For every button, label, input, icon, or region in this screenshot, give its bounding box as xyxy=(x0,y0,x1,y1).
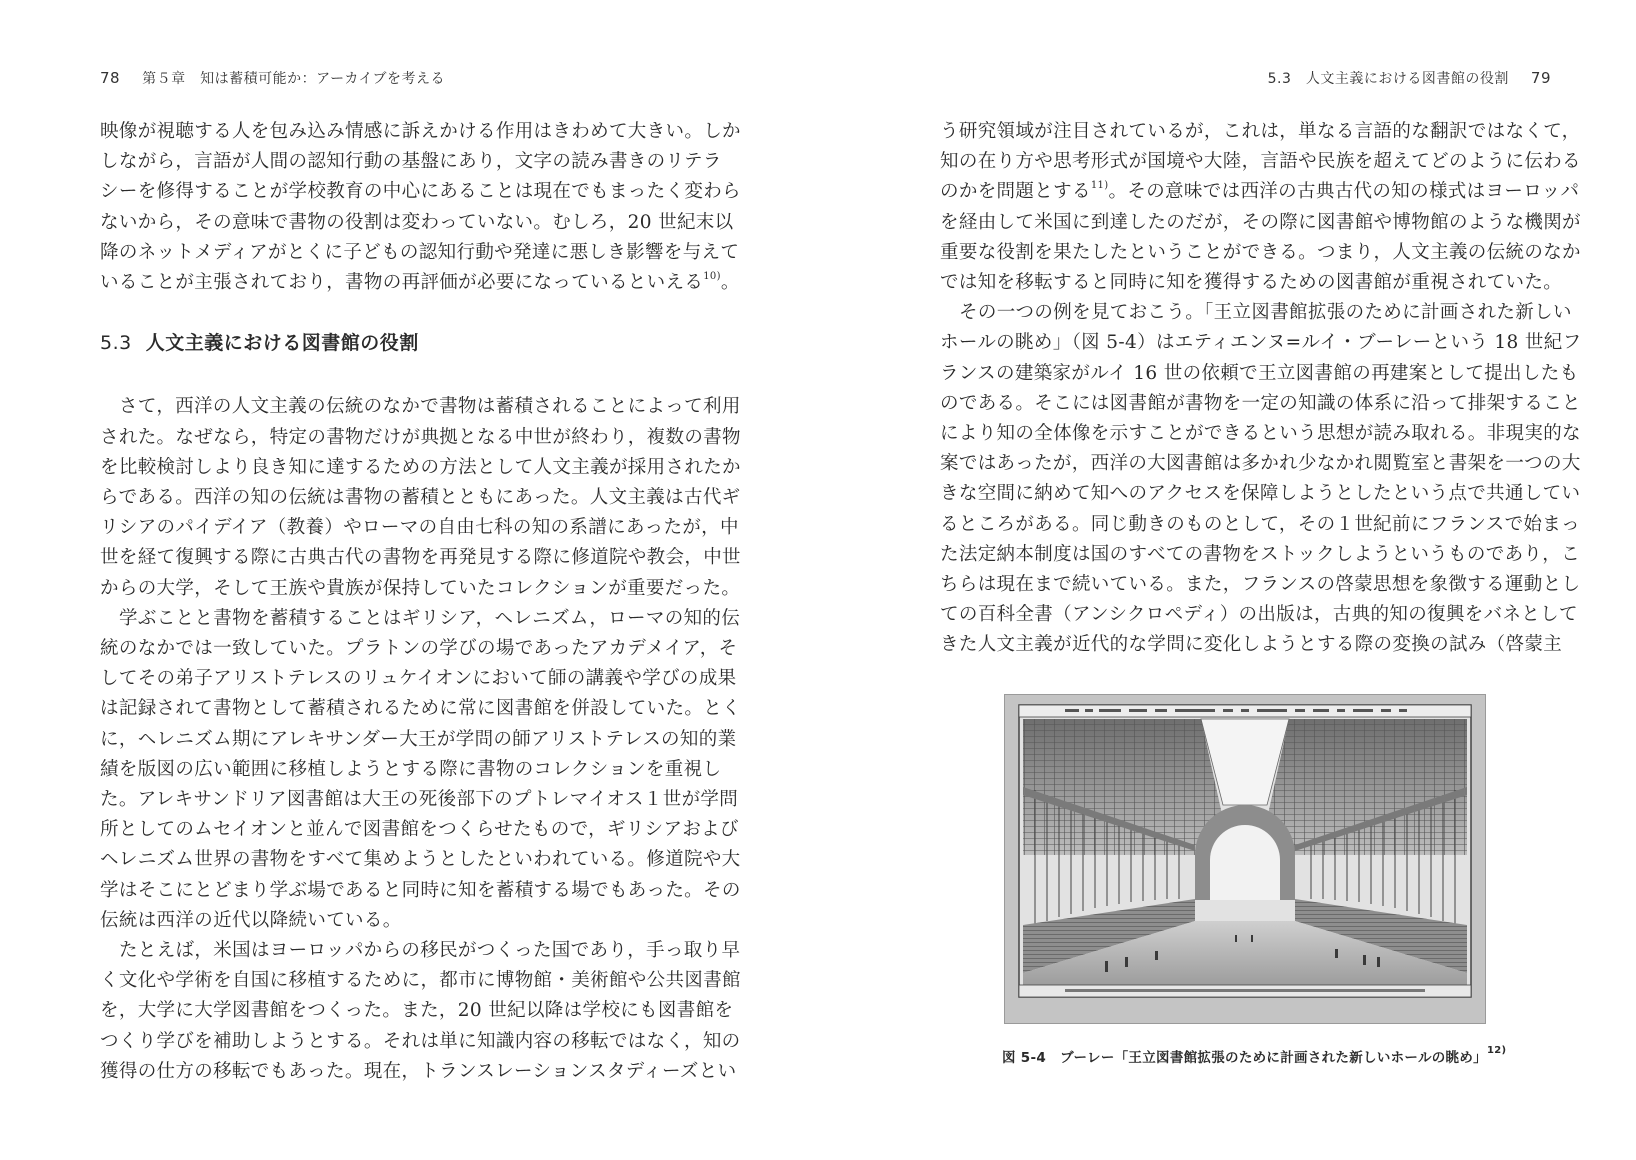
text-fragment: いることが主張されており，書物の再評価が必要になっているといえる xyxy=(100,272,704,294)
footnote-ref: 12) xyxy=(1486,1045,1507,1056)
text-line: 学ぶことと書物を蓄積することはギリシア，ヘレニズム，ローマの知的伝 xyxy=(119,607,741,629)
text-line: 知の在り方や思考形式が国境や大陸，言語や民族を超えてどのように伝わる xyxy=(940,151,1581,173)
text-line: ちらは現在まで続いている。また，フランスの啓蒙思想を象徴する運動とし xyxy=(940,574,1581,596)
text-line: ランスの建築家がルイ 16 世の依頼で王立図書館の再建案として提出したも xyxy=(940,362,1579,384)
text-line: 案ではあったが，西洋の大図書館は多かれ少なかれ閲覧室と書架を一つの大 xyxy=(940,453,1581,475)
text-line: ホールの眺め」（図 5-4）はエティエンヌ=ルイ・ブーレーという 18 世紀フ xyxy=(940,332,1582,354)
text-line: リシアのパイデイア（教養）やローマの自由七科の知の系譜にあったが，中 xyxy=(100,517,739,539)
text-line: らである。西洋の知の伝統は書物の蓄積とともにあった。人文主義は古代ギ xyxy=(100,487,741,509)
text-line: では知を移転すると同時に知を獲得するための図書館が重視されていた。 xyxy=(940,272,1563,294)
text-line: ての百科全書（アンシクロペディ）の出版は，古典的知の復興をバネとして xyxy=(940,604,1578,626)
text-line: 獲得の仕方の移転でもあった。現在，トランスレーションスタディーズとい xyxy=(100,1060,737,1082)
text-line: により知の全体像を示すことができるという思想が読み取れる。非現実的な xyxy=(940,423,1581,445)
text-line: ヘレニズム世界の書物をすべて集めようとしたといわれている。修道院や大 xyxy=(100,849,741,871)
text-line: きた人文主義が近代的な学問に変化しようとする際の変換の試み（啓蒙主 xyxy=(940,634,1563,656)
text-line: 統のなかでは一致していた。プラトンの学びの場であったアカデメイア，そ xyxy=(100,638,738,660)
paragraph xyxy=(100,936,741,1087)
paragraph xyxy=(100,392,741,603)
text-line: 映像が視聴する人を包み込み情感に訴えかける作用はきわめて大きい。しか xyxy=(100,121,741,142)
running-header-left xyxy=(100,68,445,88)
text-line: を比較検討しより良き知に達するための方法として人文主義が採用されたか xyxy=(100,456,741,478)
text-line: 重要な役割を果たしたということができる。つまり，人文主義の伝統のなか xyxy=(940,241,1581,263)
text-fragment: のかを問題とする xyxy=(940,181,1091,203)
page-number-right: 79 xyxy=(1530,69,1551,87)
text-line: 伝統は西洋の近代以降続いている。 xyxy=(100,909,402,931)
text-fragment: 。その意味では西洋の古典古代の知の様式はヨーロッパ xyxy=(1108,181,1580,203)
page-number-left: 78 xyxy=(100,69,121,87)
figure-label: 図 5-4 xyxy=(1002,1050,1047,1066)
figure-caption xyxy=(1002,1045,1507,1066)
text-line: は記録されて書物として蓄積されるために常に図書館を併設していた。とく xyxy=(100,698,741,720)
chapter-title: 第５章 知は蓄積可能か：アーカイブを考える xyxy=(142,71,446,87)
text-line: を，大学に大学図書館をつくった。また，20 世紀以降は学校にも図書館を xyxy=(100,1000,734,1022)
paragraph xyxy=(100,117,741,298)
section-heading xyxy=(100,328,705,358)
text-line xyxy=(100,268,740,298)
text-line: 所としてのムセイオンと並んで図書館をつくらせたもので，ギリシアおよび xyxy=(100,819,739,841)
text-line: ないから，その意味で書物の役割は変わっていない。むしろ，20 世紀末以 xyxy=(100,211,734,233)
right-page xyxy=(818,0,1636,1160)
text-line: を経由して米国に到達したのだが，その際に図書館や博物館のような機関が xyxy=(940,211,1581,233)
text-line: 学はそこにとどまり学ぶ場であると同時に知を蓄積する場でもあった。その xyxy=(100,879,741,901)
footnote-ref: 10) xyxy=(703,271,721,283)
left-body-text xyxy=(100,117,741,1087)
text-line: 降のネットメディアがとくに子どもの認知行動や発達に悪しき影響を与えて xyxy=(100,241,740,263)
library-engraving-image xyxy=(1004,694,1486,1024)
text-line: してその弟子アリストテレスのリュケイオンにおいて師の講義や学びの成果 xyxy=(100,668,737,690)
text-line: された。なぜなら，特定の書物だけが典拠となる中世が終わり，複数の書物 xyxy=(100,426,741,448)
caption-text: ブーレー「王立図書館拡張のために計画された新しいホールの眺め」 xyxy=(1060,1050,1487,1066)
text-line: たとえば，米国はヨーロッパからの移民がつくった国であり，手っ取り早 xyxy=(119,940,741,962)
text-line: う研究領域が注目されているが，これは，単なる言語的な翻訳ではなくて， xyxy=(940,121,1581,142)
text-fragment: 。 xyxy=(720,272,740,294)
text-line: 績を版図の広い範囲に移植しようとする際に書物のコレクションを重視し xyxy=(100,758,722,780)
text-line: く文化や学術を自国に移植するために，都市に博物館・美術館や公共図書館 xyxy=(100,970,741,992)
engraving-illustration xyxy=(1005,695,1485,1023)
section-number: 5.3 xyxy=(100,332,132,355)
text-line: シーを修得することが学校教育の中心にあることは現在でもまったく変わら xyxy=(100,181,741,203)
text-line: るところがある。同じ動きのものとして，その１世紀前にフランスで始まっ xyxy=(940,513,1580,535)
text-line: しながら，言語が人間の認知行動の基盤にあり，文字の読み書きのリテラ xyxy=(100,151,722,173)
paragraph xyxy=(940,117,1581,298)
text-line xyxy=(940,177,1580,207)
text-line: つくり学びを補助しようとする。それは単に知識内容の移転ではなく，知の xyxy=(100,1030,741,1052)
text-line: 世を経て復興する際に古典古代の書物を再発見する際に修道院や教会，中世 xyxy=(100,547,741,569)
running-header-right xyxy=(1268,68,1551,88)
text-line: さて，西洋の人文主義の伝統のなかで書物は蓄積されることによって利用 xyxy=(119,396,741,418)
footnote-ref: 11) xyxy=(1090,180,1109,192)
paragraph xyxy=(100,604,741,936)
text-line: に，ヘレニズム期にアレキサンダー大王が学問の師アリストテレスの知的業 xyxy=(100,728,737,750)
text-line: からの大学，そして王族や貴族が保持していたコレクションが重要だった。 xyxy=(100,577,741,599)
text-line: のである。そこには図書館が書物を一定の知識の体系に沿って排架すること xyxy=(940,392,1581,414)
text-line: た。アレキサンドリア図書館は大王の死後部下のプトレマイオス１世が学問 xyxy=(100,789,739,811)
text-line: その一つの例を見ておこう。「王立図書館拡張のために計画された新しい xyxy=(959,302,1572,324)
right-body-text xyxy=(940,117,1582,661)
paragraph xyxy=(940,298,1582,660)
text-line: た法定納本制度は国のすべての書物をストックしようというものであり，こ xyxy=(940,543,1580,565)
section-header: 5.3 人文主義における図書館の役割 xyxy=(1267,71,1509,87)
text-line: きな空間に納めて知へのアクセスを保障しようとしたという点で共通してい xyxy=(940,483,1581,505)
section-title: 人文主義における図書館の役割 xyxy=(145,332,419,355)
